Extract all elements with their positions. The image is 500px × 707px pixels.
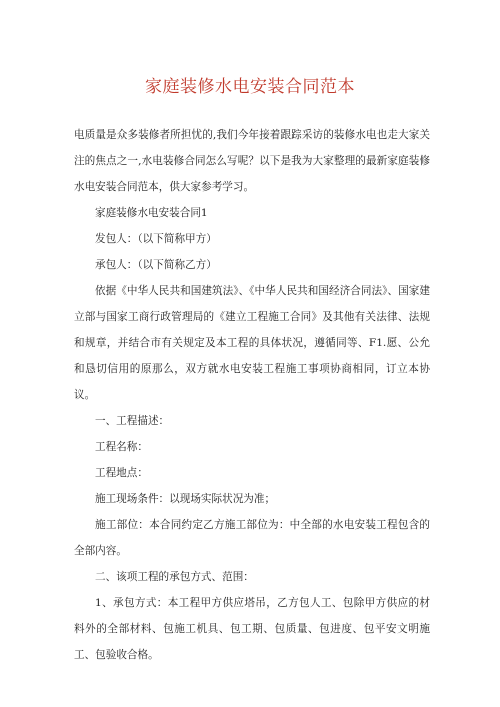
- project-name-line: 工程名称：: [95, 441, 148, 453]
- legal-basis-paragraph: 依据《中华人民共和国建筑法》、《中华人民共和国经济合同法》、国家建立部与国家工商行政管理局的《建立工程施工合同》及其他有关法律、法规和规章，并结合市有关规定及本工程的具体状况，遵循同等、F1.愿、公允和恳切信用的原那么，双方就水电安装工程施工事项协商相同，订立本协议。: [74, 285, 430, 401]
- party-a-line: 发包人：（以下简称甲方）: [95, 233, 217, 245]
- contract-method-paragraph: 1、承包方式：本工程甲方供应塔吊，乙方包人工、包除甲方供应的材料外的全部材料、包施工机具、包工期、包质量、包进度、包平安文明施工、包验收合格。: [74, 597, 430, 661]
- intro-paragraph: 电质量是众多装修者所担忧的,我们今年接着跟踪采访的装修水电也走大家关注的焦点之一,水电装修合同怎么写呢？以下是我为大家整理的最新家庭装修水电安装合同范本，供大家参考学习。: [74, 129, 430, 193]
- construction-scope-paragraph: 施工部位：本合同约定乙方施工部位为：中全部的水电安装工程包含的全部内容。: [74, 519, 430, 557]
- section-heading-project-description: 一、工程描述：: [95, 415, 170, 427]
- document-body: [74, 122, 430, 668]
- contract-heading: 家庭装修水电安装合同1: [95, 207, 208, 219]
- document-title: 家庭装修水电安装合同范本: [145, 77, 355, 97]
- section-heading-contract-method: 二、该项工程的承包方式、范围：: [95, 571, 254, 583]
- party-b-line: 承包人：（以下简称乙方）: [95, 259, 217, 271]
- project-location-line: 工程地点：: [95, 467, 148, 479]
- site-conditions-line: 施工现场条件：以现场实际状况为准；: [95, 493, 276, 505]
